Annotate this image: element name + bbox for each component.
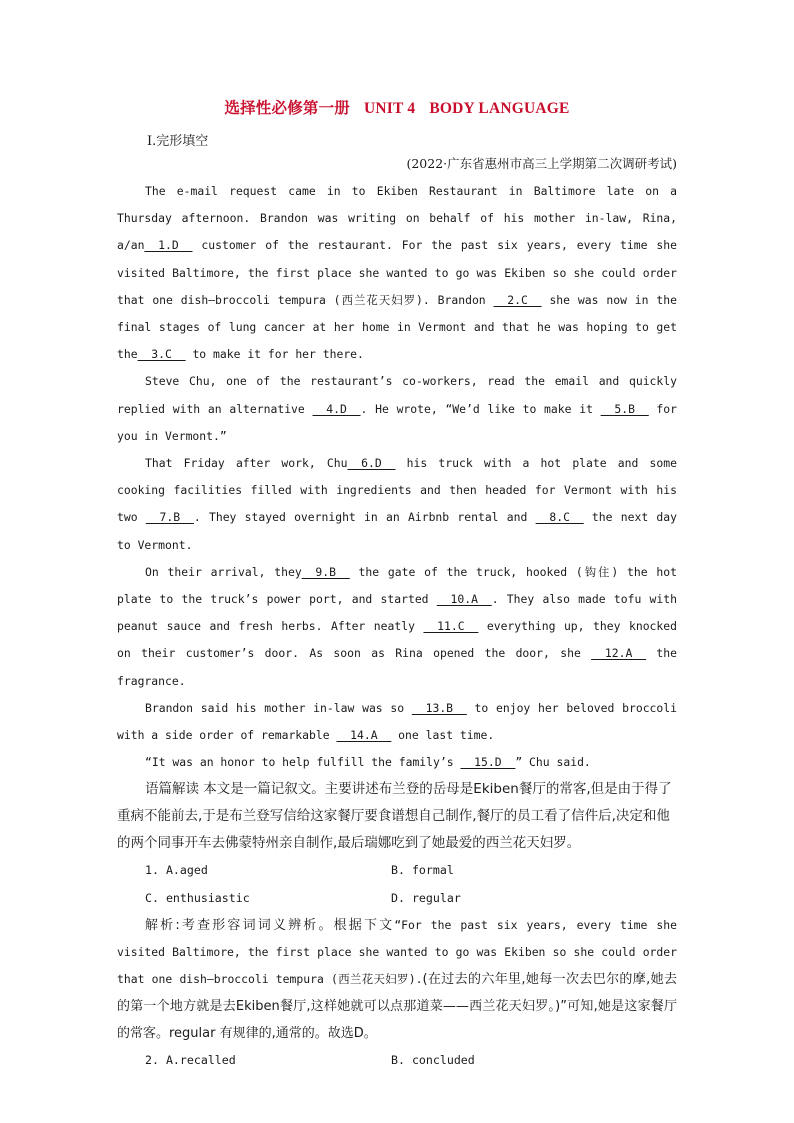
question-1-options-row-2 [117, 885, 677, 912]
blank-2: __2.C__ [493, 292, 542, 307]
option-2a: 2. A.recalled [145, 1052, 236, 1067]
section-heading: Ⅰ.完形填空 [147, 134, 209, 149]
option-2b: B. concluded [391, 1052, 475, 1067]
passage-paragraph-3: That Friday after work, Chu__6.D__ his truck with a hot plate and some cooking facilities filled with ingredients and then headed for Vermont with his two __7.B__. They stayed overnight in an Airbnb rental and __8.C__ the next day to Vermont. [117, 456, 678, 552]
blank-13: __13.B__ [411, 700, 467, 715]
passage-paragraph-2: Steve Chu, one of the restaurant’s co-workers, read the email and quickly replied with an alternative __4.D__. He wrote, “We’d like to make it __5.B__ for you in Vermont.” [117, 374, 677, 443]
blank-4: __4.D__ [312, 401, 361, 416]
reading-note-label: 语篇解读 [145, 781, 199, 798]
page-title [117, 96, 677, 118]
blank-3: __3.C__ [137, 347, 186, 362]
blank-9: __9.B__ [301, 564, 350, 579]
title-volume: 选择性必修第一册 [224, 100, 351, 117]
passage-paragraph-6: “It was an honor to help fulfill the family’s __15.D__” Chu said. [145, 755, 591, 770]
title-topic: BODY LANGUAGE [429, 100, 570, 117]
passage-paragraph-1: The e-mail request came in to Ekiben Restaurant in Baltimore late on a Thursday afternoon. Brandon was writing on behalf of his mother in-law, Rina, a/an__1.D__ customer of the restaurant. For the past six years, every time she visited Baltimore, the first place she wanted to go was Ekiben so she could order that one dish—broccoli tempura (西兰花天妇罗). Brandon __2.C__ she was now in the final stages of lung cancer at her home in Vermont and that he was hoping to get the__3.C__ to make it for her there. [117, 184, 677, 362]
passage-paragraph-4: On their arrival, they__9.B__ the gate of the truck, hooked (钩住) the hot plate to the truck’s power port, and started __10.A__. They also made tofu with peanut sauce and fresh herbs. After neatly __11.C__ everything up, they knocked on their customer’s door. As soon as Rina opened the door, she __12.A__ the fragrance. [117, 564, 677, 688]
option-1b: B. formal [391, 863, 454, 878]
blank-5: __5.B__ [600, 401, 649, 416]
option-1c: C. enthusiastic [145, 890, 250, 905]
blank-15: __15.D__ [460, 755, 516, 770]
question-2-options-row-1 [117, 1047, 677, 1074]
blank-6: __6.D__ [347, 456, 396, 471]
blank-1: __1.D__ [144, 238, 193, 253]
option-1a: 1. A.aged [145, 863, 208, 878]
blank-14: __14.A__ [336, 728, 392, 743]
blank-8: __8.C__ [535, 510, 584, 525]
blank-11: __11.C__ [423, 619, 479, 634]
document-page [117, 96, 677, 1074]
reading-note: 语篇解读 本文是一篇记叙文。主要讲述布兰登的岳母是Ekiben餐厅的常客,但是由于得了重病不能前去,于是布兰登写信给这家餐厅要食谱想自己制作,餐厅的员工看了信件后,决定和他的两个同事开车去佛蒙特州亲自制作,最后瑞娜吃到了她最爱的西兰花天妇罗。 [117, 781, 672, 852]
exam-source: (2022·广东省惠州市高三上学期第二次调研考试) [406, 156, 677, 171]
blank-7: __7.B__ [145, 510, 194, 525]
question-1-options-row-1 [117, 857, 677, 884]
option-1d: D. regular [391, 890, 461, 905]
title-unit: UNIT 4 [364, 100, 416, 117]
blank-12: __12.A__ [591, 646, 647, 661]
blank-10: __10.A__ [436, 592, 492, 607]
passage-paragraph-5: Brandon said his mother in-law was so __13.B__ to enjoy her beloved broccoli with a side order of remarkable __14.A__ one last time. [117, 700, 677, 743]
analysis-1: 解析:考查形容词词义辨析。根据下文“For the past six years, every time she visited Baltimore, the first place she wanted to go was Ekiben so she could order that one dish—broccoli tempura (西兰花天妇罗).(在过去的六年里,她每一次去巴尔的摩,她去的第一个地方就是去Ekiben餐厅,这样她就可以点那道菜——西兰花天妇罗。)”可知,她是这家餐厅的常客。regular 有规律的,通常的。故选D。 [117, 917, 677, 1041]
